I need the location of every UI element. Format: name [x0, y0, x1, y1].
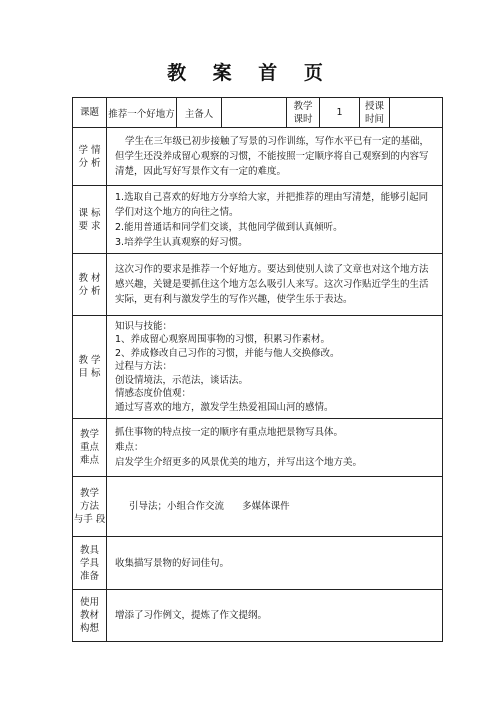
- label-char: 教具: [79, 544, 99, 556]
- label-char: 要: [78, 220, 88, 232]
- material-analysis-row: [73, 254, 443, 316]
- label-char: 分: [78, 285, 88, 297]
- date-label-line: 时间: [364, 113, 384, 125]
- key-points-label: [73, 419, 107, 477]
- label-char: 教: [78, 355, 88, 366]
- label-char: 方法: [79, 501, 99, 512]
- label-char: 分: [78, 157, 88, 169]
- page-title: 教 案 首 页: [167, 62, 333, 84]
- content-line: 学生在三年级已初步接触了写景的习作训练，写作水平已有一定的基础，: [125, 136, 430, 147]
- objectives-content: [107, 316, 443, 419]
- content-line: 学们对这个地方的向往之情。: [115, 206, 239, 218]
- standards-content: [107, 186, 443, 254]
- objectives-label: [73, 316, 107, 419]
- lesson-plan-table: [72, 97, 443, 642]
- content-line: 抓住事物的特点按一定的顺序有重点地把景物写具体。: [115, 427, 344, 438]
- label-char: 情: [91, 144, 101, 156]
- preparation-row: [73, 537, 443, 590]
- usage-row: [73, 590, 443, 642]
- label-char: 课: [78, 207, 88, 219]
- label-char: 教学: [79, 429, 99, 440]
- label-char: 析: [91, 285, 101, 297]
- content-line: 2.能用普通话和同学们交谈，其他同学做到认真倾听。: [115, 221, 343, 233]
- methods-row: [73, 477, 443, 537]
- header-row: [73, 98, 443, 128]
- content-line: 感兴趣，关键是要抓住这个地方怎么吸引人来写。这次习作贴近学生的生活: [115, 279, 429, 290]
- content-line: 实际，更有利与激发学生的写作兴趣，使学生乐于表达。: [115, 294, 353, 305]
- content-line: 知识与技能：: [115, 320, 173, 332]
- topic-label: 课题: [73, 98, 107, 128]
- usage-content: 增添了习作例文，提炼了作文提纲。: [107, 590, 443, 642]
- label-char: 求: [91, 220, 101, 232]
- content-line: 2、养成修改自己习作的习惯，并能与他人交换修改。: [115, 347, 340, 359]
- content-line: 3.培养学生认真观察的好习惯。: [115, 236, 248, 248]
- label-char: 教材: [79, 610, 99, 621]
- content-line: 但学生还没养成留心观察的习惯，不能按照一定顺序将自己观察到的内容写: [115, 151, 429, 162]
- date-value: [390, 98, 443, 128]
- date-label: [360, 98, 390, 128]
- content-line: 1、养成留心观察周围事物的习惯，积累习作素材。: [115, 334, 331, 346]
- hours-label: [287, 98, 320, 128]
- lead-value: [222, 98, 287, 128]
- preparation-label: [73, 537, 107, 590]
- material-analysis-label: [73, 254, 107, 316]
- student-analysis-content: [107, 128, 443, 186]
- label-char: 标: [91, 368, 101, 379]
- label-char: 重点: [79, 442, 99, 453]
- content-line: 情感态度价值观：: [115, 388, 192, 400]
- student-analysis-label: [73, 128, 107, 186]
- hours-label-line: 教学: [293, 100, 313, 112]
- content-line: 1.选取自己喜欢的好地方分享给大家，并把推荐的理由写清楚，能够引起同: [115, 191, 429, 203]
- label-char: 教学: [79, 488, 99, 499]
- label-char: 使用: [79, 597, 99, 608]
- label-char: 标: [91, 207, 101, 219]
- student-analysis-row: [73, 128, 443, 186]
- content-line: 过程与方法：: [115, 361, 173, 373]
- usage-label: [73, 590, 107, 642]
- content-line: 这次习作的要求是推荐一个好地方。要达到使别人读了文章也对这个地方法: [115, 264, 429, 275]
- label-char: 学: [91, 355, 101, 366]
- key-points-row: [73, 419, 443, 477]
- key-points-content: [107, 419, 443, 477]
- label-char: 学: [78, 144, 88, 156]
- preparation-content: 收集描写景物的好词佳句。: [107, 537, 443, 590]
- label-char: 难点: [79, 455, 99, 466]
- hours-label-line: 课时: [293, 113, 313, 125]
- content-line: 启发学生介绍更多的风景优美的地方，并写出这个地方美。: [115, 457, 363, 468]
- objectives-row: [73, 316, 443, 419]
- lead-label: 主备人: [177, 98, 222, 128]
- label-char: 与手: [73, 514, 93, 525]
- label-char: 段: [95, 514, 106, 525]
- content-line: 通过写喜欢的地方，激发学生热爱祖国山河的感情。: [115, 401, 334, 413]
- methods-content: 引导法；小组合作交流 多媒体课件: [107, 477, 443, 537]
- content-line: 难点：: [115, 442, 144, 453]
- label-char: 材: [91, 272, 101, 284]
- standards-label: [73, 186, 107, 254]
- hours-value: 1: [320, 98, 360, 128]
- material-analysis-content: [107, 254, 443, 316]
- date-label-line: 授课: [364, 100, 384, 112]
- label-char: 析: [91, 157, 101, 169]
- label-char: 准备: [79, 570, 99, 582]
- label-char: 目: [78, 368, 88, 379]
- topic-value: 推荐一个好地方: [107, 98, 177, 128]
- label-char: 构想: [79, 623, 99, 634]
- standards-row: [73, 186, 443, 254]
- label-char: 教: [78, 272, 88, 284]
- content-line: 创设情境法，示范法，谈话法。: [115, 374, 249, 386]
- label-char: 学具: [79, 557, 99, 569]
- methods-label: [73, 477, 107, 537]
- content-line: 清楚，因此写好写景作文有一定的难度。: [115, 166, 287, 177]
